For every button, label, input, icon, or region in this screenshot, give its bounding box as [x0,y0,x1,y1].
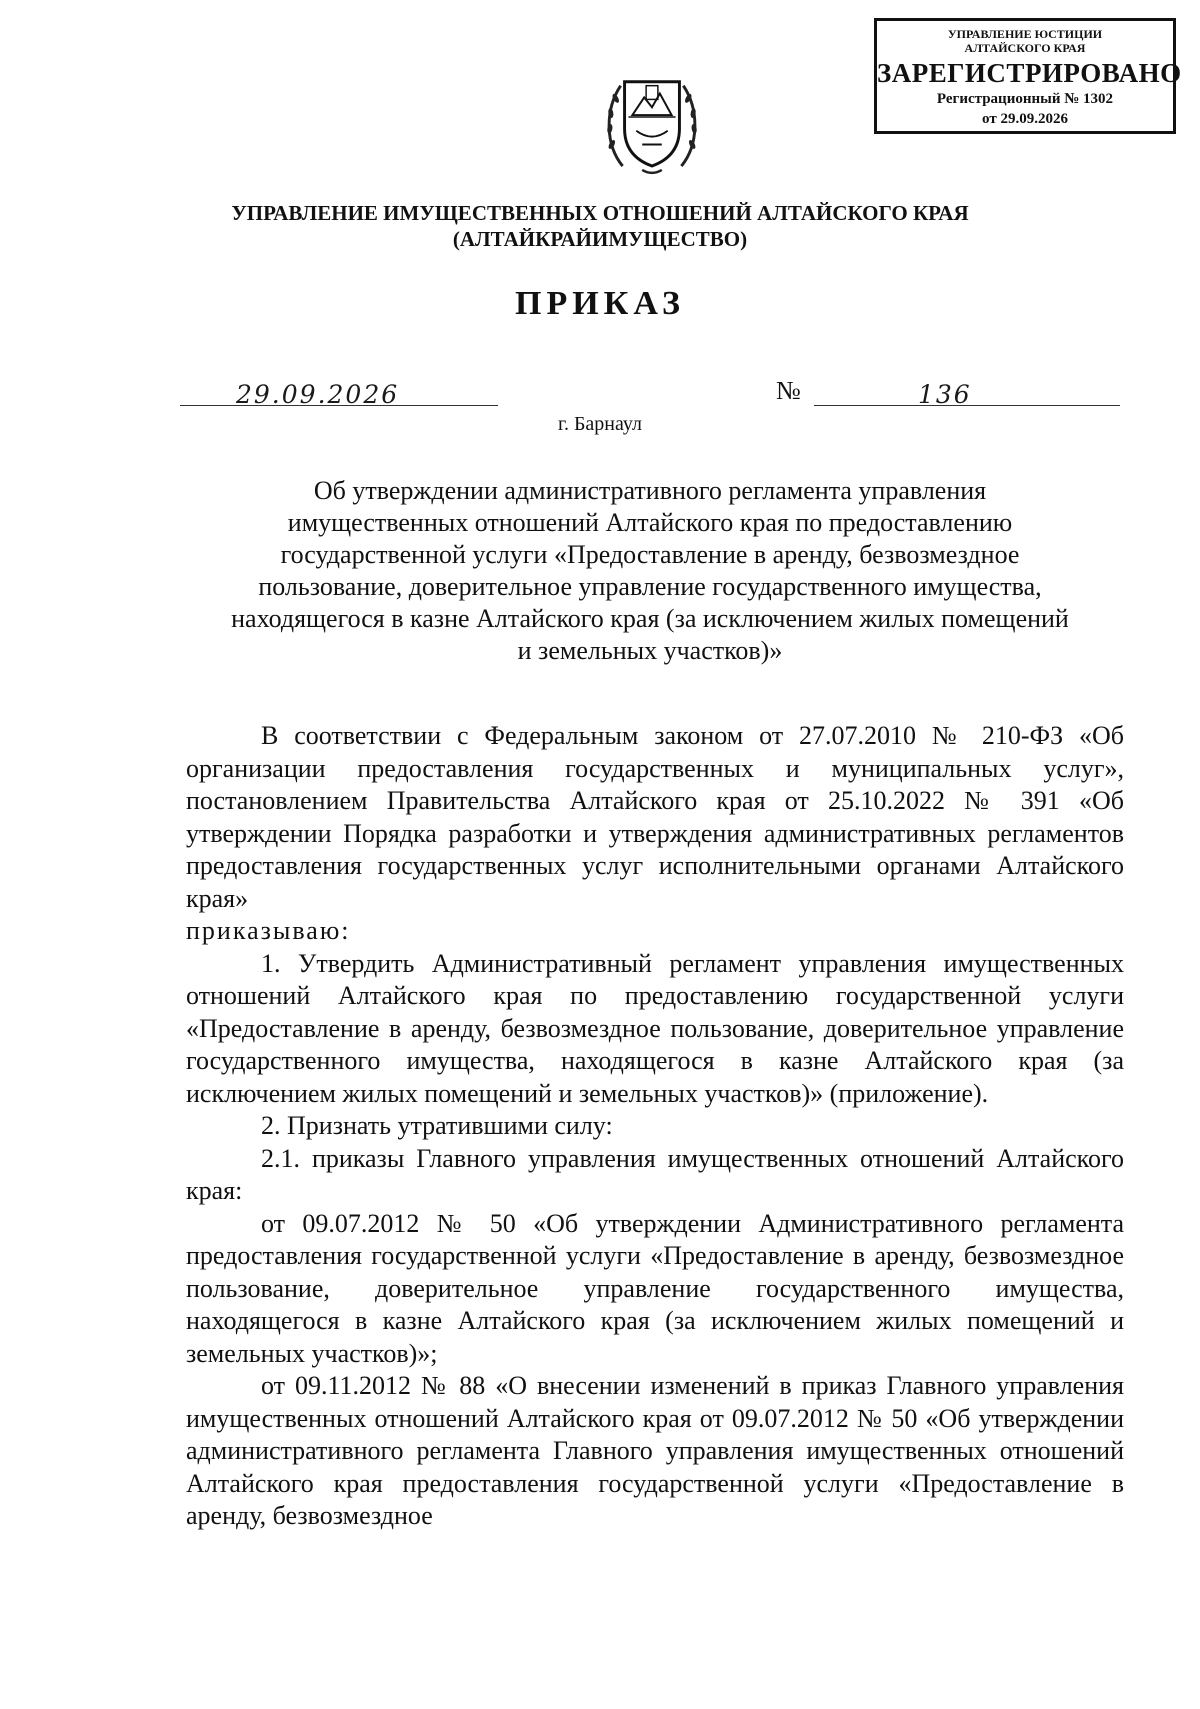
preamble-paragraph: В соответствии с Федеральным законом от 27.07.2010 № 210-ФЗ «Об организации предоставления государственных и муниципальных услуг», постановлением Правительства Алтайского края от 25.10.2022 № 391 «Об утверждении Порядка разработки и утверждения административных регламентов предоставления государственных услуг исполнительными органами Алтайского края» [186,721,1124,913]
date-underline [180,405,498,406]
authority-short-name: (АЛТАЙКРАЙИМУЩЕСТВО) [452,227,748,251]
title-line: пользование, доверительное управление государственного имущества, [258,572,1042,601]
title-line: Об утверждении административного регламента управления [313,476,987,505]
coat-of-arms-emblem [603,60,701,178]
item-1-paragraph: 1. Утвердить Административный регламент управления имущественных отношений Алтайского края по предоставлению государственной услуги «Предоставление в аренду, безвозмездное пользование, доверительное управление государственного имущества, находящегося в казне Алтайского края (за исключением жилых помещений и земельных участков)» (приложение). [186,948,1124,1108]
title-line: государственной услуги «Предоставление в аренду, безвозмездное [280,540,1020,569]
title-line: находящегося в казне Алтайского края (за исключением жилых помещений [231,604,1069,633]
document-date: 29.09.2026 [236,380,400,409]
title-line: и земельных участков)» [517,636,783,665]
stamp-org-line-2: АЛТАЙСКОГО КРАЯ [964,41,1086,55]
issuing-authority [0,200,1200,252]
repealed-order-paragraph: от 09.11.2012 № 88 «О внесении изменений в приказ Главного управления имущественных отношений Алтайского края от 09.07.2012 № 50 «Об утверждении административного регламента Главного управления имущественных отношений Алтайского края предоставления государственной услуги «Предоставление в аренду, безвозмездное [186,1371,1124,1530]
repealed-order-paragraph: от 09.07.2012 № 50 «Об утверждении Административного регламента предоставления государственной услуги «Предоставление в аренду, безвозмездное пользование, доверительное управление государственного имущества, находящегося в казне Алтайского края (за исключением жилых помещений и земельных участков)»; [186,1208,1124,1368]
stamp-reg-date: от 29.09.2026 [982,111,1068,127]
stamp-org-line-1: УПРАВЛЕНИЕ ЮСТИЦИИ [947,27,1103,41]
stamp-organization [877,27,1173,55]
order-word: приказываю: [186,916,351,945]
document-type-heading: ПРИКАЗ [515,285,685,322]
item-2-paragraph: 2. Признать утратившими силу: [261,1111,613,1140]
document-body [186,720,1124,1533]
number-underline [814,405,1120,406]
place-of-issue: г. Барнаул [558,413,642,435]
stamp-status: ЗАРЕГИСТРИРОВАНО [877,58,1182,88]
title-line: имущественных отношений Алтайского края по предоставлению [287,508,1013,537]
document-number: 136 [918,380,972,409]
document-title [180,475,1120,667]
item-2-1-paragraph: 2.1. приказы Главного управления имущественных отношений Алтайского края: [186,1143,1124,1205]
number-sign: № [776,376,801,405]
stamp-reg-number: Регистрационный № 1302 [936,91,1114,107]
registration-stamp [874,18,1182,134]
authority-full-name: УПРАВЛЕНИЕ ИМУЩЕСТВЕННЫХ ОТНОШЕНИЙ АЛТАЙСКОГО КРАЯ [231,201,969,225]
